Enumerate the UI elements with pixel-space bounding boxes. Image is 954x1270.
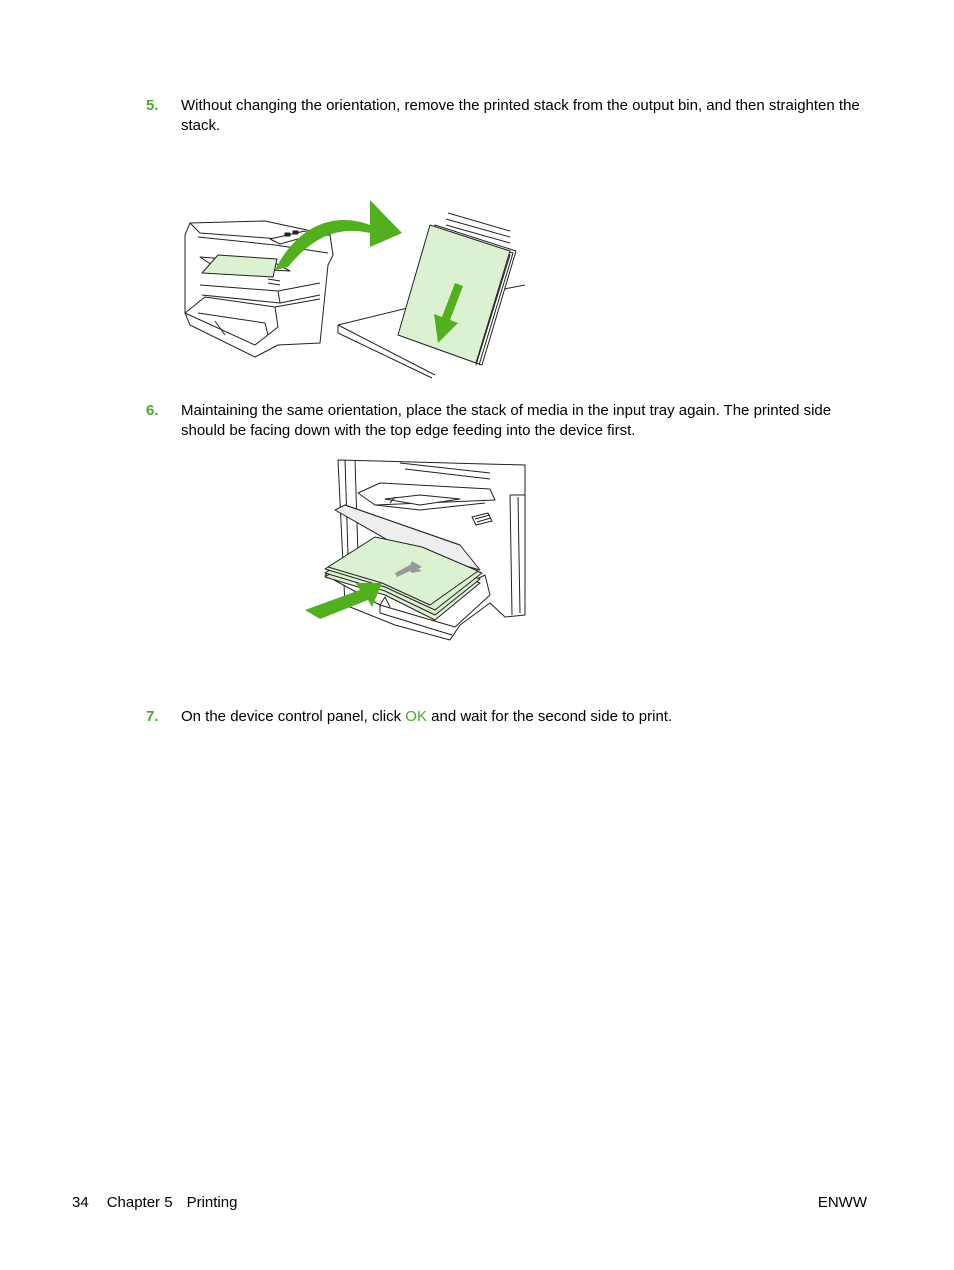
section-label: Printing <box>186 1194 238 1211</box>
step-text-after: and wait for the second side to print. <box>426 708 673 725</box>
chapter-label: Chapter 5 <box>106 1194 173 1211</box>
load-input-tray-illustration <box>300 455 530 645</box>
page-number: 34 <box>72 1194 89 1211</box>
remove-stack-illustration <box>180 195 530 380</box>
step-text-before: On the device control panel, click <box>181 708 406 725</box>
page-footer-right: ENWW <box>817 1194 867 1211</box>
step-text <box>181 707 871 727</box>
step-text: Maintaining the same orientation, place the stack of media in the input tray again. The printed side should be facing down with the top edge feeding into the device first. <box>181 402 832 439</box>
step-number: 6. <box>146 402 159 419</box>
step-text: Without changing the orientation, remove the printed stack from the output bin, and then straighten the stack. <box>181 97 860 134</box>
ok-button-reference: OK <box>405 708 427 725</box>
page-footer-left <box>72 1193 237 1213</box>
step-number: 7. <box>146 708 159 725</box>
step-number: 5. <box>146 97 159 114</box>
